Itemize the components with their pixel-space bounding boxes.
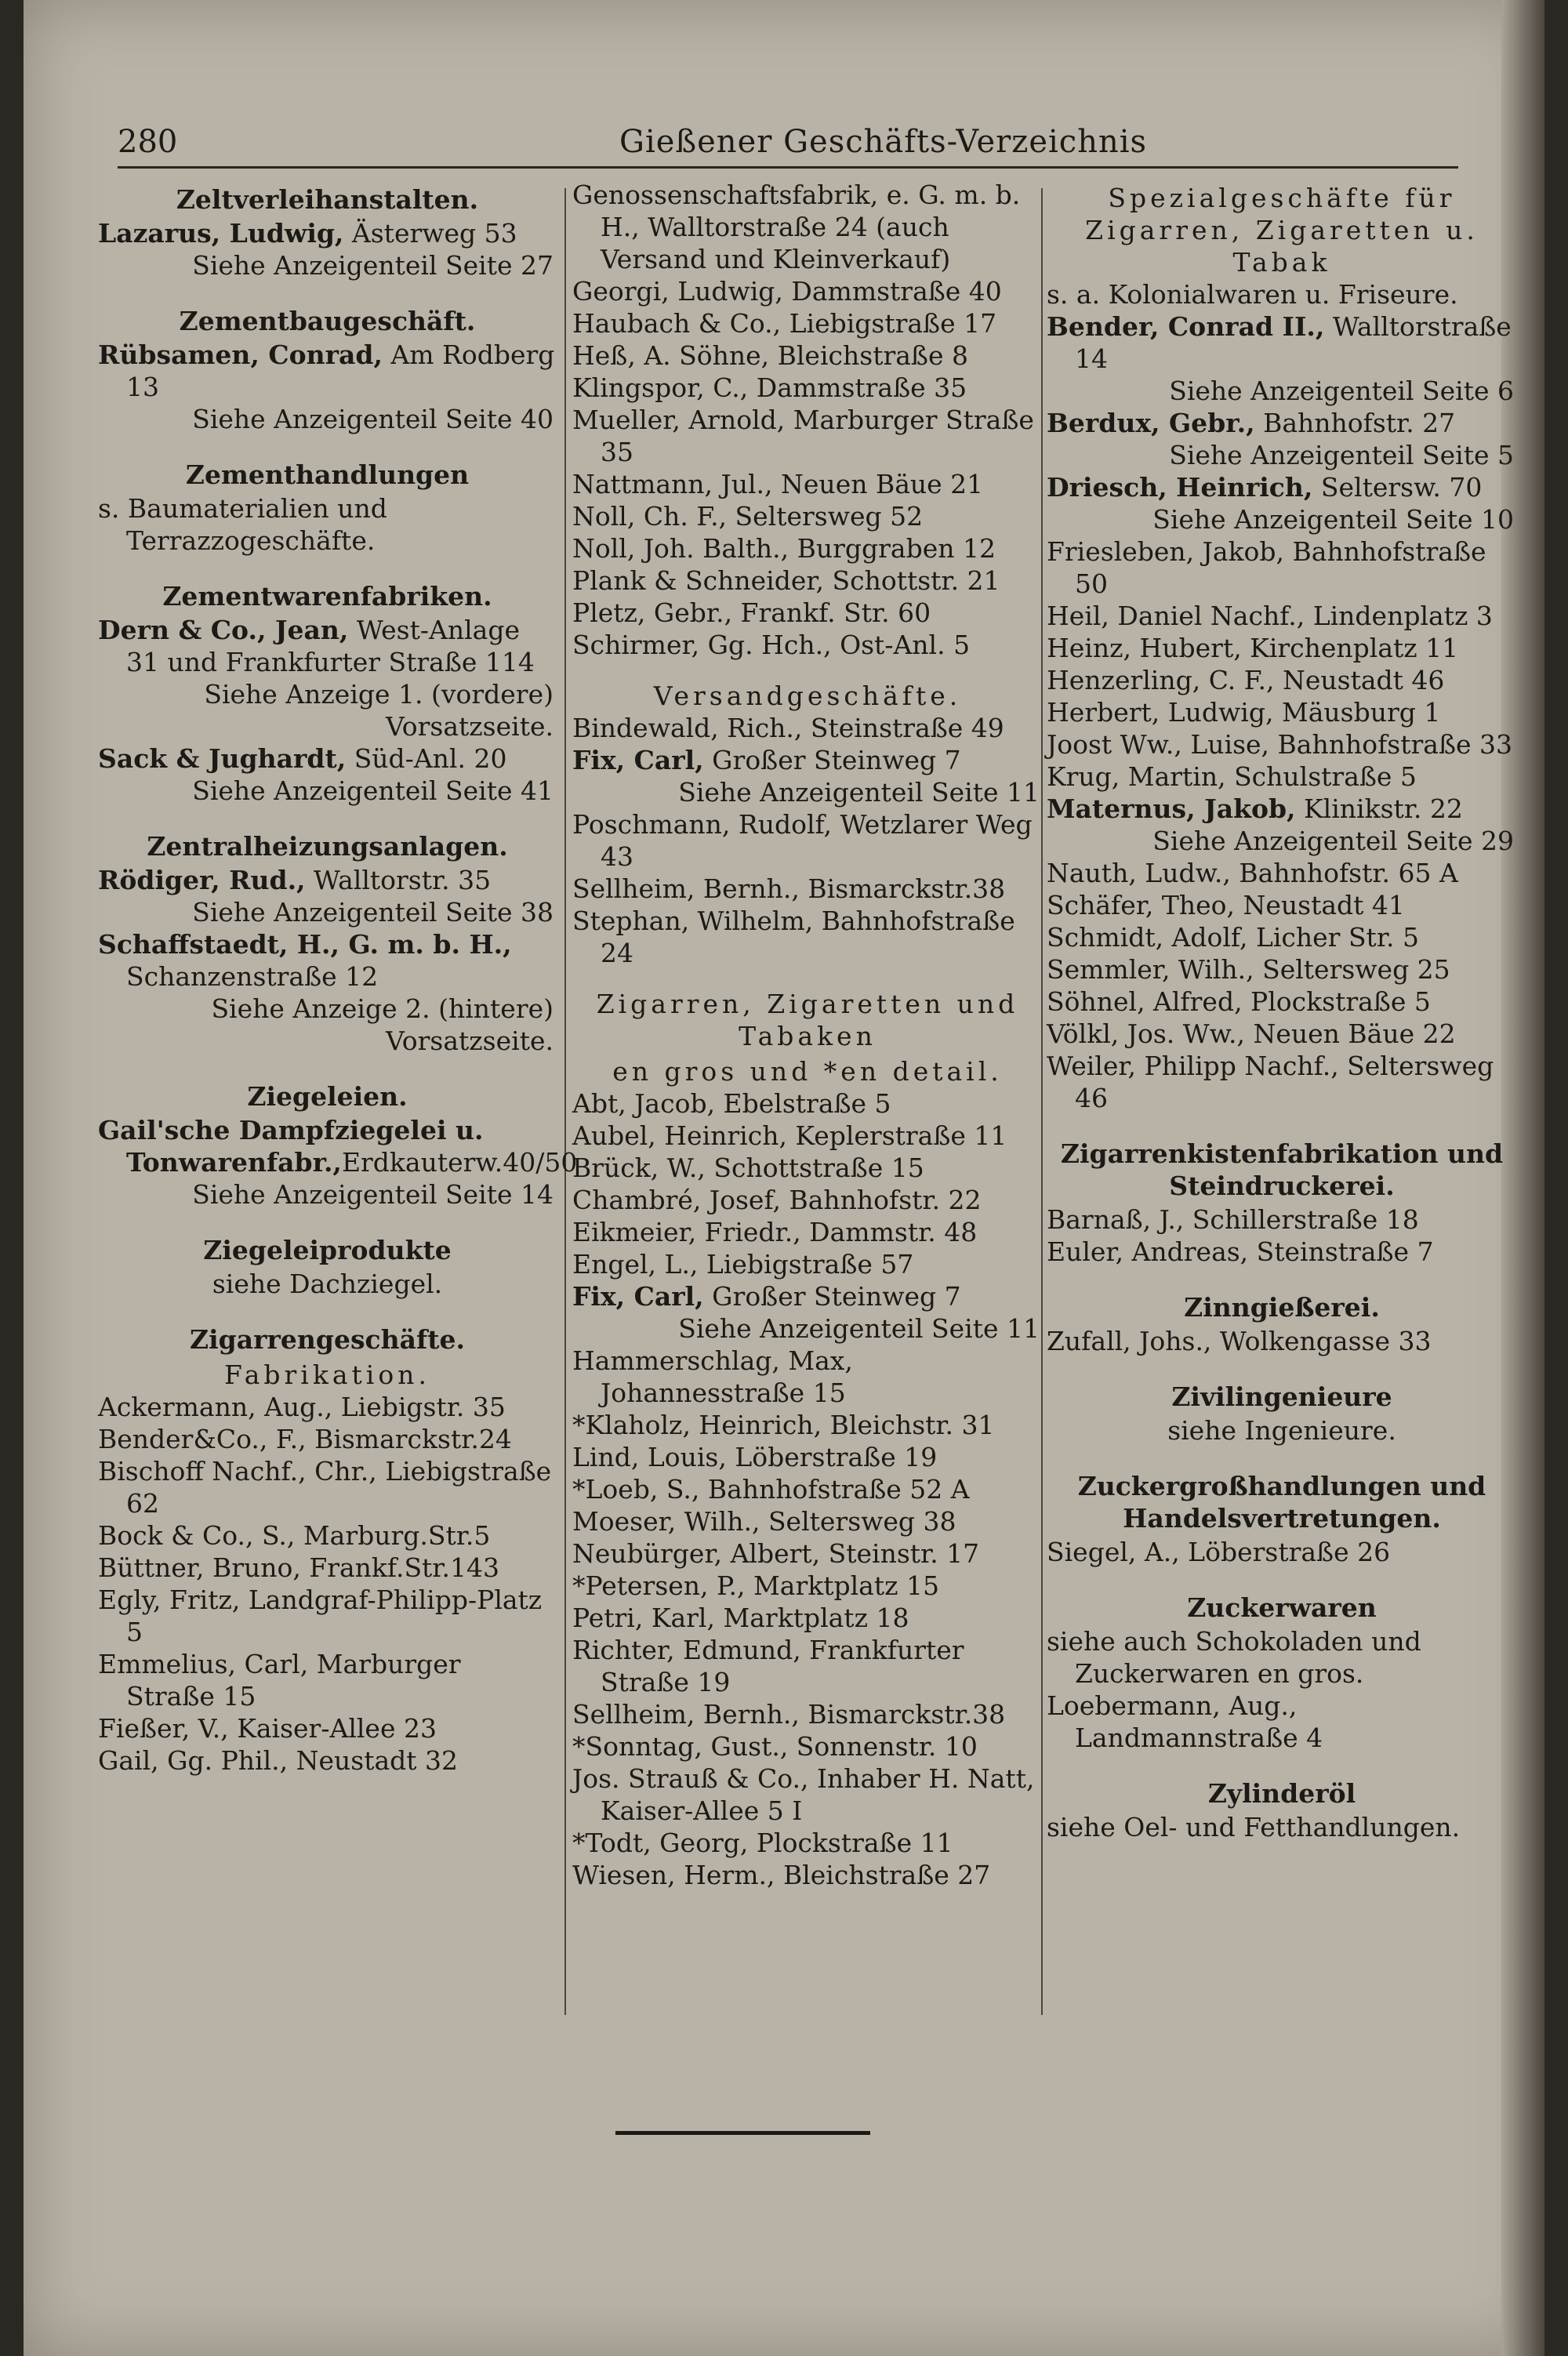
- section-subheading: en gros und *en detail.: [612, 1056, 1003, 1087]
- ad-reference: Siehe Anzeigenteil Seite 29: [1152, 826, 1514, 856]
- directory-entry: Herbert, Ludwig, Mäusburg 1: [1047, 697, 1441, 728]
- cross-reference: siehe auch Schokoladen und Zuckerwaren en gros.: [1047, 1626, 1421, 1689]
- directory-entry: Nauth, Ludw., Bahnhofstr. 65 A: [1047, 858, 1458, 888]
- directory-entry: [98, 1114, 578, 1178]
- directory-entry: Richter, Edmund, Frankfurter Straße 19: [572, 1635, 964, 1697]
- directory-entry: [98, 339, 557, 403]
- ad-reference: Siehe Anzeige 2. (hintere) Vorsatzseite.: [211, 993, 554, 1056]
- entry-name: Berdux, Gebr.,: [1047, 408, 1255, 438]
- section-heading: Ziegeleiprodukte: [203, 1235, 452, 1265]
- ad-reference: Siehe Anzeigenteil Seite 10: [1152, 504, 1514, 535]
- directory-entry: Euler, Andreas, Steinstraße 7: [1047, 1236, 1434, 1267]
- entry-address: Seltersw. 70: [1312, 472, 1483, 503]
- column-3: [1047, 179, 1517, 1843]
- entry-address: West-Anlage 31 und Frankfurter Straße 114: [126, 615, 535, 677]
- entry-name: Maternus, Jakob,: [1047, 793, 1296, 824]
- cross-reference: s. a. Kolonialwaren u. Friseure.: [1047, 279, 1458, 310]
- entry-address: Am Rodberg 13: [126, 339, 555, 402]
- directory-entry: Schmidt, Adolf, Licher Str. 5: [1047, 922, 1419, 953]
- section-heading: Zivilingenieure: [1171, 1381, 1392, 1412]
- directory-entry: Genossenschaftsfabrik, e. G. m. b. H., Walltorstraße 24 (auch Versand und Kleinverkauf): [572, 180, 1021, 274]
- directory-entry: Heil, Daniel Nachf., Lindenplatz 3: [1047, 601, 1493, 631]
- directory-entry: Ackermann, Aug., Liebigstr. 35: [98, 1392, 506, 1422]
- entry-address: Großer Steinweg 7: [703, 1281, 961, 1312]
- directory-entry: Völkl, Jos. Ww., Neuen Bäue 22: [1047, 1018, 1456, 1049]
- section-heading: Zinngießerei.: [1184, 1292, 1380, 1323]
- directory-entry: [1047, 407, 1517, 439]
- directory-entry: Heß, A. Söhne, Bleichstraße 8: [572, 340, 968, 371]
- section-heading: Zuckerwaren: [1187, 1592, 1377, 1623]
- column-2: [572, 179, 1043, 1891]
- directory-entry: Gail, Gg. Phil., Neustadt 32: [98, 1745, 459, 1776]
- ad-reference: Siehe Anzeigenteil Seite 14: [192, 1179, 554, 1210]
- directory-entry: s. Baumaterialien und Terrazzogeschäfte.: [98, 493, 387, 556]
- directory-entry: Bindewald, Rich., Steinstraße 49: [572, 713, 1004, 743]
- directory-entry: Sellheim, Bernh., Bismarckstr.38: [572, 1699, 1006, 1730]
- directory-entry: *Todt, Georg, Plockstraße 11: [572, 1828, 953, 1858]
- entry-name: Driesch, Heinrich,: [1047, 472, 1313, 503]
- directory-entry: Jos. Strauß & Co., Inhaber H. Natt, Kaiser-Allee 5 I: [572, 1763, 1035, 1826]
- directory-entry: Brück, W., Schottstraße 15: [572, 1153, 924, 1183]
- entry-name: Sack & Jughardt,: [98, 743, 347, 774]
- entry-name: Fix, Carl,: [572, 1281, 704, 1312]
- directory-entry: Lind, Louis, Löberstraße 19: [572, 1442, 938, 1472]
- directory-entry: [572, 1280, 1043, 1312]
- ad-reference: Siehe Anzeigenteil Seite 27: [192, 250, 554, 281]
- running-title: Gießener Geschäfts-Verzeichnis: [619, 124, 1148, 160]
- directory-entry: *Sonntag, Gust., Sonnenstr. 10: [572, 1731, 978, 1762]
- directory-entry: *Loeb, S., Bahnhofstraße 52 A: [572, 1474, 970, 1505]
- header-rule: [118, 166, 1458, 169]
- directory-entry: Bock & Co., S., Marburg.Str.5: [98, 1520, 491, 1551]
- column-divider: [564, 188, 566, 2015]
- ad-reference: Siehe Anzeigenteil Seite 38: [192, 897, 554, 928]
- directory-entry: Chambré, Josef, Bahnhofstr. 22: [572, 1185, 982, 1215]
- section-subheading: Fabrikation.: [224, 1360, 430, 1390]
- directory-entry: Henzerling, C. F., Neustadt 46: [1047, 665, 1445, 695]
- directory-entry: Krug, Martin, Schulstraße 5: [1047, 761, 1417, 792]
- book-page: [24, 0, 1544, 2356]
- directory-entry: Pletz, Gebr., Frankf. Str. 60: [572, 597, 931, 628]
- column-1: [98, 179, 578, 1777]
- entry-address: Erdkauterw.40/50: [341, 1147, 578, 1178]
- ad-reference: Siehe Anzeige 1. (vordere) Vorsatzseite.: [204, 679, 554, 742]
- directory-entry: Barnaß, J., Schillerstraße 18: [1047, 1204, 1419, 1235]
- directory-entry: Emmelius, Carl, Marburger Straße 15: [98, 1649, 461, 1712]
- directory-entry: Weiler, Philipp Nachf., Seltersweg 46: [1047, 1051, 1494, 1113]
- ad-reference: Siehe Anzeigenteil Seite 5: [1169, 440, 1514, 470]
- directory-entry: Schäfer, Theo, Neustadt 41: [1047, 890, 1405, 920]
- directory-entry: Aubel, Heinrich, Keplerstraße 11: [572, 1120, 1007, 1151]
- cross-reference: siehe Dachziegel.: [212, 1269, 443, 1299]
- directory-entry: Stephan, Wilhelm, Bahnhofstraße 24: [572, 906, 1015, 968]
- directory-entry: Klingspor, C., Dammstraße 35: [572, 372, 967, 403]
- section-heading: Zementhandlungen: [185, 459, 470, 490]
- entry-address: Ästerweg 53: [343, 218, 517, 249]
- entry-address: Süd-Anl. 20: [346, 743, 507, 774]
- directory-entry: [98, 614, 557, 678]
- directory-entry: [98, 217, 557, 249]
- section-heading: Zementwarenfabriken.: [162, 581, 492, 612]
- entry-name: Dern & Co., Jean,: [98, 615, 349, 645]
- ad-reference: Siehe Anzeigenteil Seite 11: [678, 777, 1040, 808]
- directory-entry: Mueller, Arnold, Marburger Straße 35: [572, 405, 1034, 467]
- directory-entry: Wiesen, Herm., Bleichstraße 27: [572, 1860, 991, 1890]
- directory-entry: [1047, 471, 1517, 503]
- directory-entry: Bischoff Nachf., Chr., Liebigstraße 62: [98, 1456, 552, 1519]
- directory-entry: Loebermann, Aug., Landmannstraße 4: [1047, 1690, 1323, 1753]
- directory-entry: Siegel, A., Löberstraße 26: [1047, 1537, 1391, 1567]
- entry-name: Rübsamen, Conrad,: [98, 339, 383, 370]
- page-number: 280: [118, 124, 178, 160]
- section-subheading: Versandgeschäfte.: [653, 681, 962, 711]
- directory-entry: Haubach & Co., Liebigstraße 17: [572, 308, 997, 339]
- entry-address: Walltorstraße 14: [1075, 311, 1512, 374]
- ad-reference: Siehe Anzeigenteil Seite 6: [1169, 376, 1514, 406]
- ad-reference: Siehe Anzeigenteil Seite 11: [678, 1313, 1040, 1344]
- directory-entry: Zufall, Johs., Wolkengasse 33: [1047, 1326, 1432, 1356]
- directory-entry: Engel, L., Liebigstraße 57: [572, 1249, 914, 1280]
- directory-entry: Friesleben, Jakob, Bahnhofstraße 50: [1047, 536, 1486, 599]
- directory-entry: Egly, Fritz, Landgraf-Philipp-Platz 5: [98, 1585, 543, 1647]
- directory-entry: Noll, Joh. Balth., Burggraben 12: [572, 533, 996, 564]
- directory-entry: Semmler, Wilh., Seltersweg 25: [1047, 954, 1450, 985]
- entry-address: Großer Steinweg 7: [703, 745, 961, 775]
- directory-entry: Nattmann, Jul., Neuen Bäue 21: [572, 469, 984, 499]
- directory-entry: Fießer, V., Kaiser-Allee 23: [98, 1713, 437, 1744]
- entry-address: Klinikstr. 22: [1295, 793, 1463, 824]
- section-heading: Zementbaugeschäft.: [179, 306, 476, 336]
- directory-entry: *Petersen, P., Marktplatz 15: [572, 1570, 939, 1601]
- entry-address: Bahnhofstr. 27: [1254, 408, 1456, 438]
- ad-reference: Siehe Anzeigenteil Seite 41: [192, 775, 554, 806]
- directory-entry: [98, 928, 557, 993]
- directory-entry: Eikmeier, Friedr., Dammstr. 48: [572, 1217, 978, 1247]
- directory-entry: Poschmann, Rudolf, Wetzlarer Weg 43: [572, 809, 1033, 872]
- section-heading: Zigarrenkistenfabrikation und Steindruckerei.: [1060, 1138, 1504, 1201]
- directory-entry: Büttner, Bruno, Frankf.Str.143: [98, 1552, 499, 1583]
- ad-reference: Siehe Anzeigenteil Seite 40: [192, 404, 554, 434]
- directory-entry: Sellheim, Bernh., Bismarckstr.38: [572, 873, 1006, 904]
- cross-reference: siehe Ingenieure.: [1167, 1415, 1396, 1446]
- directory-entry: Joost Ww., Luise, Bahnhofstraße 33: [1047, 729, 1512, 760]
- directory-entry: Petri, Karl, Marktplatz 18: [572, 1603, 909, 1633]
- entry-name: Gail'sche Dampfziegelei u. Tonwarenfabr.,: [98, 1115, 484, 1178]
- section-heading: Zuckergroßhandlungen und Handelsvertretungen.: [1077, 1471, 1486, 1534]
- section-heading: Zigarrengeschäfte.: [190, 1324, 465, 1355]
- directory-entry: Heinz, Hubert, Kirchenplatz 11: [1047, 633, 1459, 663]
- directory-entry: [1047, 310, 1517, 375]
- end-rule: [615, 2131, 870, 2135]
- entry-name: Schaffstaedt, H., G. m. b. H.,: [98, 929, 512, 960]
- directory-entry: *Klaholz, Heinrich, Bleichstr. 31: [572, 1410, 995, 1440]
- entry-name: Lazarus, Ludwig,: [98, 218, 344, 249]
- entry-address: Walltorstr. 35: [305, 865, 492, 895]
- entry-name: Fix, Carl,: [572, 745, 704, 775]
- directory-entry: Abt, Jacob, Ebelstraße 5: [572, 1088, 891, 1119]
- section-heading: Zylinderöl: [1207, 1778, 1356, 1809]
- directory-entry: Bender&Co., F., Bismarckstr.24: [98, 1424, 512, 1454]
- section-subheading: Zigarren, Zigaretten und Tabaken: [596, 989, 1019, 1051]
- section-subheading: Spezialgeschäfte für Zigarren, Zigaretten u. Tabak: [1085, 183, 1479, 278]
- directory-entry: Schirmer, Gg. Hch., Ost-Anl. 5: [572, 630, 971, 660]
- directory-entry: Neubürger, Albert, Steinstr. 17: [572, 1538, 980, 1569]
- directory-entry: Söhnel, Alfred, Plockstraße 5: [1047, 986, 1431, 1017]
- section-heading: Zeltverleihanstalten.: [176, 184, 479, 215]
- directory-entry: Moeser, Wilh., Seltersweg 38: [572, 1506, 956, 1537]
- directory-entry: [98, 742, 557, 775]
- directory-entry: Noll, Ch. F., Seltersweg 52: [572, 501, 924, 532]
- section-heading: Ziegeleien.: [247, 1081, 408, 1112]
- entry-name: Rödiger, Rud.,: [98, 865, 306, 895]
- directory-entry: Georgi, Ludwig, Dammstraße 40: [572, 276, 1002, 307]
- directory-entry: [98, 864, 557, 896]
- entry-address: Schanzenstraße 12: [126, 961, 379, 992]
- directory-entry: [572, 744, 1043, 776]
- page-header: [118, 118, 1450, 165]
- entry-name: Bender, Conrad II.,: [1047, 311, 1325, 342]
- directory-entry: [1047, 793, 1517, 825]
- cross-reference: siehe Oel- und Fetthandlungen.: [1047, 1812, 1461, 1842]
- directory-entry: Plank & Schneider, Schottstr. 21: [572, 565, 1000, 596]
- section-heading: Zentralheizungsanlagen.: [147, 831, 508, 862]
- directory-entry: Hammerschlag, Max, Johannesstraße 15: [572, 1345, 853, 1408]
